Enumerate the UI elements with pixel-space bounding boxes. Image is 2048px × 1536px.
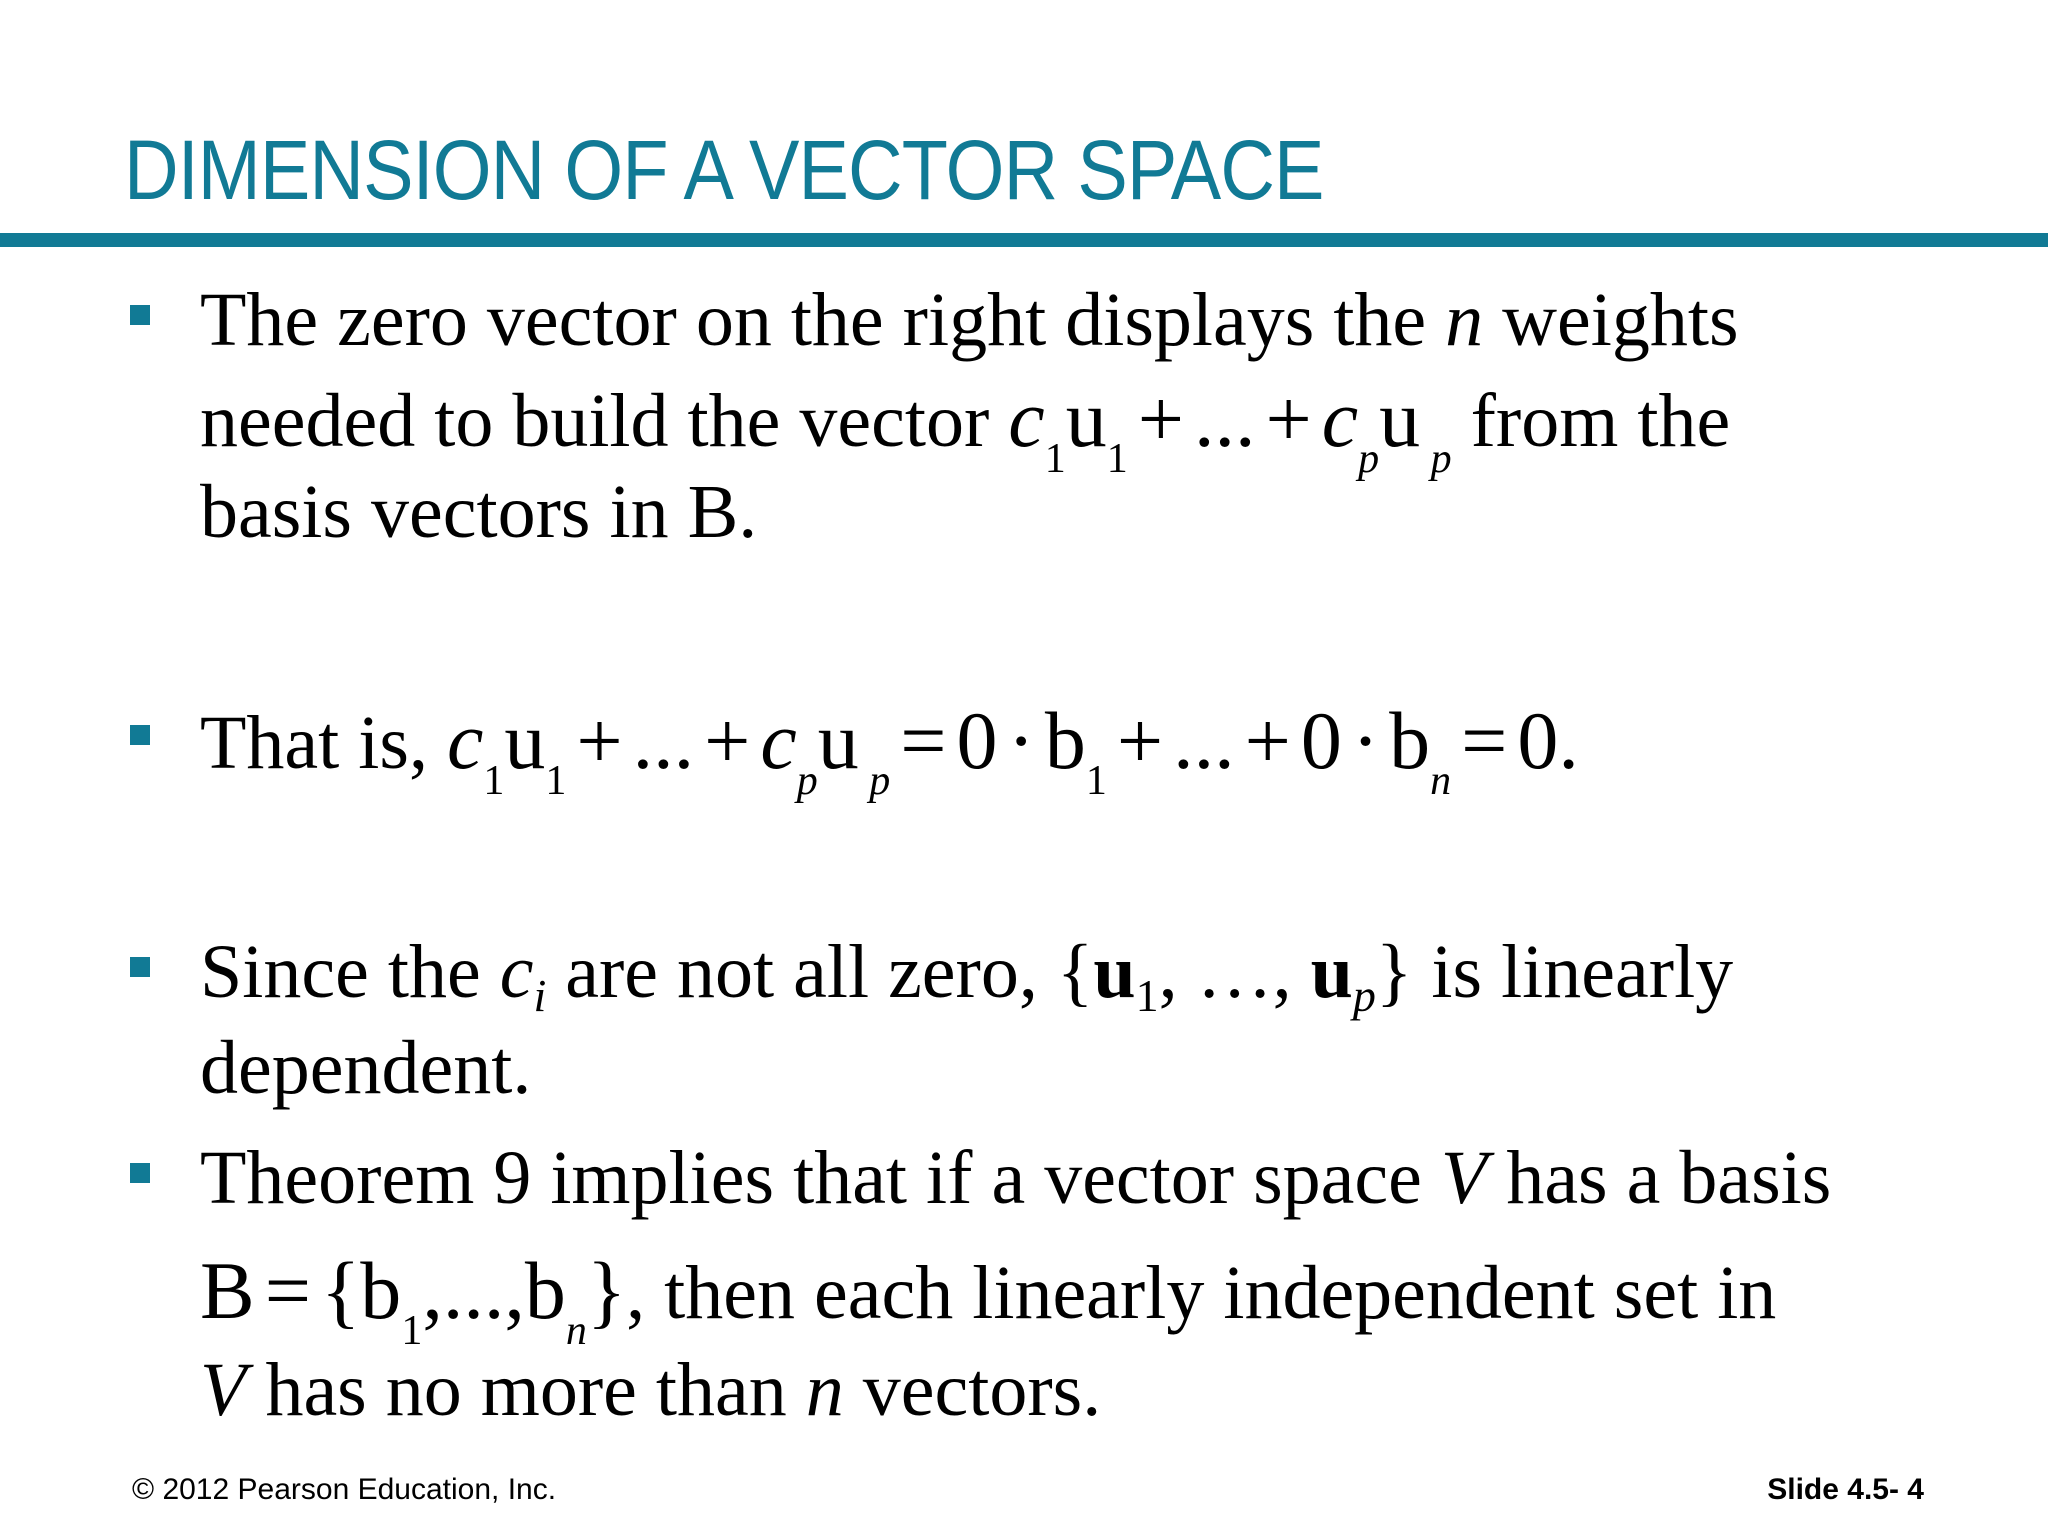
bullet-marker-2 <box>130 725 150 745</box>
bullet-4-V: V <box>1440 1136 1488 1220</box>
bullet-3-text-c: is linearly <box>1431 930 1734 1014</box>
bullet-3-text-b: are not all zero, <box>565 930 1038 1014</box>
bullet-1-text-a: The zero vector on the right displays the <box>200 278 1427 362</box>
bullet-3-set: {u1, …, up} <box>1056 930 1413 1021</box>
footer-slide-number: Slide 4.5- 4 <box>1767 1473 1924 1506</box>
bullet-1-line-2 <box>200 373 1731 482</box>
bullet-marker-3 <box>130 957 150 977</box>
bullet-4-V2: V <box>200 1348 247 1432</box>
bullet-4-text-c: , then each linearly independent set in <box>626 1251 1777 1335</box>
bullet-marker-4 <box>130 1163 150 1183</box>
bullet-4-text-b: has a basis <box>1506 1136 1832 1220</box>
bullet-4-line-1 <box>200 1136 1832 1220</box>
bullet-4-n: n <box>805 1348 844 1432</box>
bullet-1-text-b: weights <box>1502 278 1739 362</box>
bullet-1-text-c: needed to build the vector <box>200 379 990 463</box>
bullet-3-line-1 <box>200 930 1734 1021</box>
bullet-4-line-3 <box>200 1348 1102 1432</box>
bullet-3-line-2: dependent. <box>200 1026 532 1110</box>
bullet-1-n: n <box>1445 278 1484 362</box>
bullet-3-text-a: Since the <box>200 930 481 1014</box>
bullet-4-text-d: has no more than <box>265 1348 787 1432</box>
bullet-marker-1 <box>130 305 150 325</box>
bullet-2-text: That is, <box>200 701 428 785</box>
bullet-1-expression: $c_1u_1$ + ... + $c_pu$ $_p$ <box>1008 373 1452 482</box>
bullet-2-expression: $c_1u_1$ + ... + $c_pu$ $_p = 0 \cdot b_1$ + ... + $0 \cdot b_n = 0$. <box>446 695 1579 804</box>
bullet-4-text-a: Theorem 9 implies that if a vector space <box>200 1136 1422 1220</box>
bullet-4-text-e: vectors. <box>862 1348 1102 1432</box>
bullet-1-line-1 <box>200 278 1739 362</box>
footer-copyright: © 2012 Pearson Education, Inc. <box>132 1473 557 1506</box>
bullet-1-line-3: basis vectors in B. <box>200 470 758 554</box>
title-divider <box>0 233 2048 247</box>
bullet-2-line-1 <box>200 695 1579 804</box>
slide-title: DIMENSION OF A VECTOR SPACE <box>124 123 1324 217</box>
bullet-3-ci: ci <box>499 930 547 1021</box>
bullet-4-basis-expression: $B = \{b_1,...,b_n\}$ <box>200 1245 627 1354</box>
bullet-1-text-d: from the <box>1470 379 1731 463</box>
bullet-4-line-2 <box>200 1245 1777 1354</box>
